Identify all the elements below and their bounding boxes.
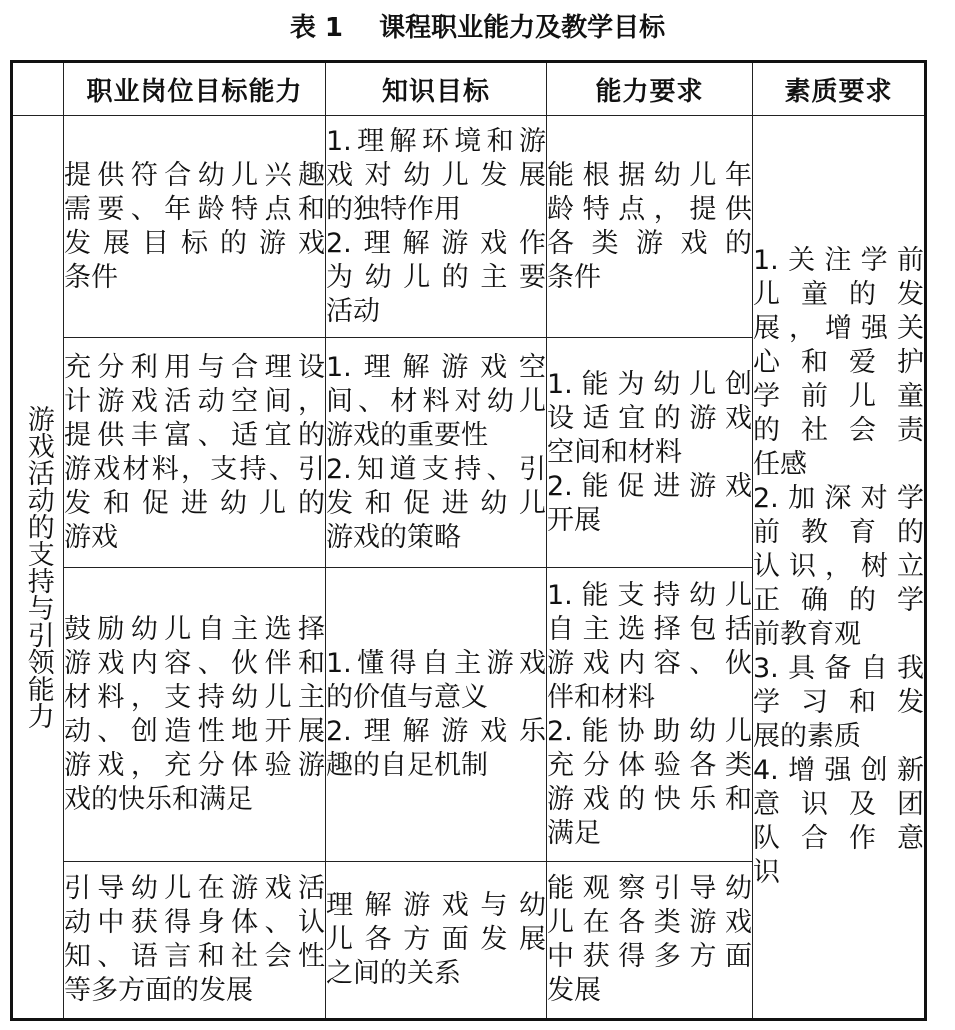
- cell-line: 趣的自足机制: [326, 749, 488, 781]
- cell-line: 需要、年龄特点和: [64, 193, 325, 225]
- knowledge-cell: [326, 568, 547, 862]
- cell-line: 1.理解环境和游: [326, 125, 546, 157]
- cell-line: 展，增强关: [753, 313, 924, 344]
- cell-line: 充分体验各类: [547, 749, 752, 781]
- knowledge-cell: [326, 338, 547, 568]
- cell-line: 开展: [547, 504, 601, 536]
- cell-line: 发和促进幼儿的: [64, 487, 325, 519]
- ability-cell: [547, 862, 753, 1020]
- cell-line: 游戏的重要性: [326, 419, 488, 451]
- cell-line: 动中获得身体、认: [64, 907, 325, 938]
- cell-line: 鼓励幼儿自主选择: [64, 613, 325, 645]
- header-corner: [12, 62, 64, 116]
- ability-cell: [547, 568, 753, 862]
- cell-line: 条件: [547, 261, 601, 293]
- cell-line: 游戏内容、伙伴和: [64, 647, 325, 679]
- course-objectives-table: [10, 60, 927, 1021]
- table-caption: 表 1 课程职业能力及教学目标: [289, 13, 666, 43]
- cell-line: 自主选择包括: [547, 613, 752, 645]
- cell-line: 能根据幼儿年: [547, 159, 752, 191]
- cell-line: 间、材料对幼儿: [326, 385, 546, 417]
- cell-line: 展的素质: [753, 721, 861, 752]
- cell-line: 儿在各类游戏: [547, 907, 752, 938]
- cell-line: 2.知道支持、引: [326, 453, 546, 485]
- table-row: [12, 116, 926, 338]
- header-row: [12, 62, 926, 116]
- cell-line: 戏对幼儿发展: [326, 159, 546, 191]
- cell-line: 发展: [547, 975, 601, 1006]
- cell-line: 前教育的: [753, 517, 924, 548]
- cell-line: 材料，支持幼儿主: [64, 681, 325, 713]
- cell-line: 心和爱护: [753, 347, 924, 378]
- career-cell: [64, 862, 326, 1020]
- cell-line: 理解游戏与幼: [326, 890, 546, 921]
- header-knowledge-objective: 知识目标: [326, 62, 547, 116]
- cell-line: 2.理解游戏作: [326, 227, 546, 259]
- cell-line: 意识及团: [753, 789, 924, 820]
- cell-line: 能观察引导幼: [547, 873, 752, 904]
- row-group-label: 游戏活动的支持与引领能力: [12, 116, 64, 1020]
- cell-line: 儿童的发: [753, 279, 924, 310]
- cell-line: 戏的快乐和满足: [64, 783, 253, 815]
- cell-line: 活动: [326, 295, 380, 327]
- cell-line: 1.能为幼儿创: [547, 368, 752, 400]
- cell-line: 引导幼儿在游戏活: [64, 873, 325, 904]
- cell-line: 空间和材料: [547, 436, 682, 468]
- cell-line: 计游戏活动空间，: [64, 385, 325, 417]
- cell-line: 2.能协助幼儿: [547, 715, 752, 747]
- cell-line: 游戏内容、伙: [547, 647, 752, 679]
- cell-line: 游戏的策略: [326, 521, 461, 553]
- knowledge-cell: [326, 862, 547, 1020]
- cell-line: 1.能支持幼儿: [547, 579, 752, 611]
- cell-line: 动、创造性地开展: [64, 715, 325, 747]
- cell-line: 学前儿童: [753, 381, 924, 412]
- cell-line: 1.懂得自主游戏: [326, 647, 546, 679]
- header-quality-requirement: 素质要求: [753, 62, 926, 116]
- cell-line: 发展目标的游戏: [64, 227, 325, 259]
- cell-line: 队合作意: [753, 823, 924, 854]
- cell-line: 儿各方面发展: [326, 924, 546, 955]
- ability-cell: [547, 116, 753, 338]
- cell-line: 1.理解游戏空: [326, 351, 546, 383]
- cell-line: 知、语言和社会性: [64, 941, 325, 972]
- cell-line: 2.能促进游戏: [547, 470, 752, 502]
- cell-line: 等多方面的发展: [64, 975, 253, 1006]
- cell-line: 设适宜的游戏: [547, 402, 752, 434]
- cell-line: 中获得多方面: [547, 941, 752, 972]
- cell-line: 提供符合幼儿兴趣: [64, 159, 325, 191]
- cell-line: 1.关注学前: [753, 245, 924, 276]
- cell-line: 各类游戏的: [547, 227, 752, 259]
- career-cell: [64, 116, 326, 338]
- career-cell: [64, 338, 326, 568]
- cell-line: 2.理解游戏乐: [326, 715, 546, 747]
- cell-line: 提供丰富、适宜的: [64, 419, 325, 451]
- cell-line: 发和促进幼儿: [326, 487, 546, 519]
- knowledge-cell: [326, 116, 547, 338]
- header-career-ability: 职业岗位目标能力: [64, 62, 326, 116]
- cell-line: 游戏的快乐和: [547, 783, 752, 815]
- cell-line: 充分利用与合理设: [64, 351, 325, 383]
- career-cell: [64, 568, 326, 862]
- cell-line: 的独特作用: [326, 193, 461, 225]
- cell-line: 正确的学: [753, 585, 924, 616]
- cell-line: 游戏材料，支持、引: [64, 453, 325, 485]
- cell-line: 学习和发: [753, 687, 924, 718]
- quality-cell: [753, 116, 926, 1020]
- cell-line: 龄特点，提供: [547, 193, 752, 225]
- cell-line: 游戏，充分体验游: [64, 749, 325, 781]
- cell-line: 前教育观: [753, 619, 861, 650]
- cell-line: 3.具备自我: [753, 653, 924, 684]
- ability-cell: [547, 338, 753, 568]
- cell-line: 的社会责: [753, 415, 924, 446]
- cell-line: 之间的关系: [326, 958, 461, 989]
- header-ability-requirement: 能力要求: [547, 62, 753, 116]
- cell-line: 识: [753, 857, 780, 888]
- cell-line: 伴和材料: [547, 681, 655, 713]
- cell-line: 4.增强创新: [753, 755, 924, 786]
- cell-line: 的价值与意义: [326, 681, 488, 713]
- cell-line: 任感: [753, 449, 807, 480]
- cell-line: 2.加深对学: [753, 483, 924, 514]
- cell-line: 条件: [64, 261, 118, 293]
- cell-line: 满足: [547, 817, 601, 849]
- cell-line: 认识，树立: [753, 551, 924, 582]
- cell-line: 游戏: [64, 521, 118, 553]
- cell-line: 为幼儿的主要: [326, 261, 546, 293]
